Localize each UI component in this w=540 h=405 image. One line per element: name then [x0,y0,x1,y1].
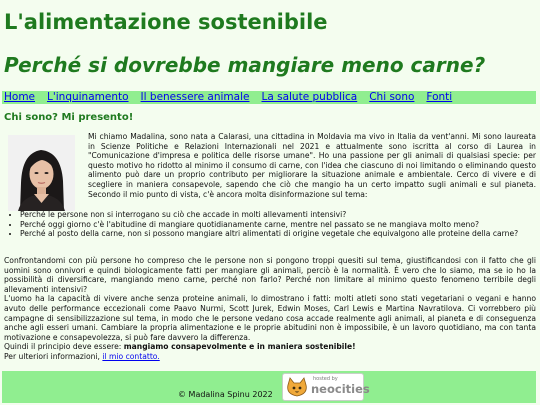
conclusion-prefix: Quindi il principio deve essere: [4,342,124,352]
list-item: • Perché oggi giorno c'è l'abitudine di mangiare quotidianamente carne, mentre nel passato se ne mangiava molto meno? [20,220,540,230]
nav-link-fonti[interactable]: Fonti [426,91,453,103]
badge-neocities-text: neocities [311,382,370,396]
site-subtitle: Perché si dovrebbe mangiare meno carne? [4,53,486,77]
reasons-list [8,210,540,239]
section-title: Chi sono? Mi presento! [4,112,134,123]
contact-link[interactable]: il mio contatto. [102,351,160,361]
main-navigation [2,91,536,104]
contact-prefix: Per ulteriori informazioni, [4,351,103,361]
intro-paragraph: Mi chiamo Madalina, sono nata a Calarasi, una cittadina in Moldavia ma vivo in Italia da vent'anni. Mi sono laureata in Scienze Politiche e Relazioni Internazionali nel 2021 e attualmente sono iscritta al corso di Laurea in "Comunicazione d'impresa e politica delle risorse umane". Ho una passione per gli animali di qualsiasi specie: per questo motivo ho ridotto al minimo il consumo di carne, con l'idea che ciascuno di noi limitando o eliminando questo alimento può dare un proprio contributo per migliorare la situazione animale e ambientale. Cerco di vivere e di scegliere in maniera consapevole, sapendo che ciò che mangio ha un certo impatto sugli animali e sul pianeta. Secondo il mio punto di vista, c'è ancora molta disinformazione sul tema: [88,132,536,199]
nav-link-salute-pubblica[interactable]: La salute pubblica [261,91,358,103]
nav-link-inquinamento[interactable]: L'inquinamento [47,91,129,103]
nav-link-chi-sono[interactable]: Chi sono [369,91,415,103]
cat-icon [285,376,309,398]
copyright-text: © Madalina Spinu 2022 [178,390,273,399]
badge-hosted-text: hosted by [313,376,338,382]
paragraph-athletes: L'uomo ha la capacità di vivere anche senza proteine animali, lo dimostrano i fatti: molti atleti sono stati vegetariani o vegani e hanno avuto delle performance eccezionali come Paavo Nurmi, Scott Jurek, Edwin Moses, Carl Lewis e Martina Navratilova. Ci vorrebbero più campagne di sensibilizzazione sul tema, in modo che le persone vedano cosa accade realmente agli animali, al pianeta e di conseguenza anche agli esseri umani. Cambiare la propria alimentazione e le proprie abitudini non è impossibile, è un lavoro quotidiano, ma con tanta motivazione e consapevolezza, si può fare davvero la differenza. [4,294,536,342]
author-photo [8,135,75,211]
nav-link-benessere-animale[interactable]: Il benessere animale [140,91,250,103]
list-item: • Perché le persone non si interrogano su ciò che accade in molti allevamenti intensivi? [20,210,540,220]
contact-line [4,352,536,362]
neocities-badge[interactable] [282,373,370,401]
conclusion-line [4,342,536,352]
footer [2,371,536,403]
main-text [4,256,536,362]
paragraph-reflection: Confrontandomi con più persone ho compreso che le persone non si pongono troppi quesiti sul tema, giustificandosi con il fatto che gli uomini sono onnivori e quindi biologicamente fatti per mangiare gli animali, perciò è la normalità. È vero che lo siamo, ma se io ho la possibilità di diversificare, mangiando meno carne, perché non farlo? Perché non limitare al minimo questo fenomeno terribile degli allevamenti intensivi? [4,256,536,294]
nav-link-home[interactable]: Home [4,91,36,103]
list-item: • Perché al posto della carne, non si possono mangiare altri alimentati di origine vegetale che equivalgono alle proteine della carne? [20,229,540,239]
conclusion-bold: mangiamo consapevolmente e in maniera sostenibile! [123,342,356,352]
site-title: L'alimentazione sostenibile [4,10,328,34]
